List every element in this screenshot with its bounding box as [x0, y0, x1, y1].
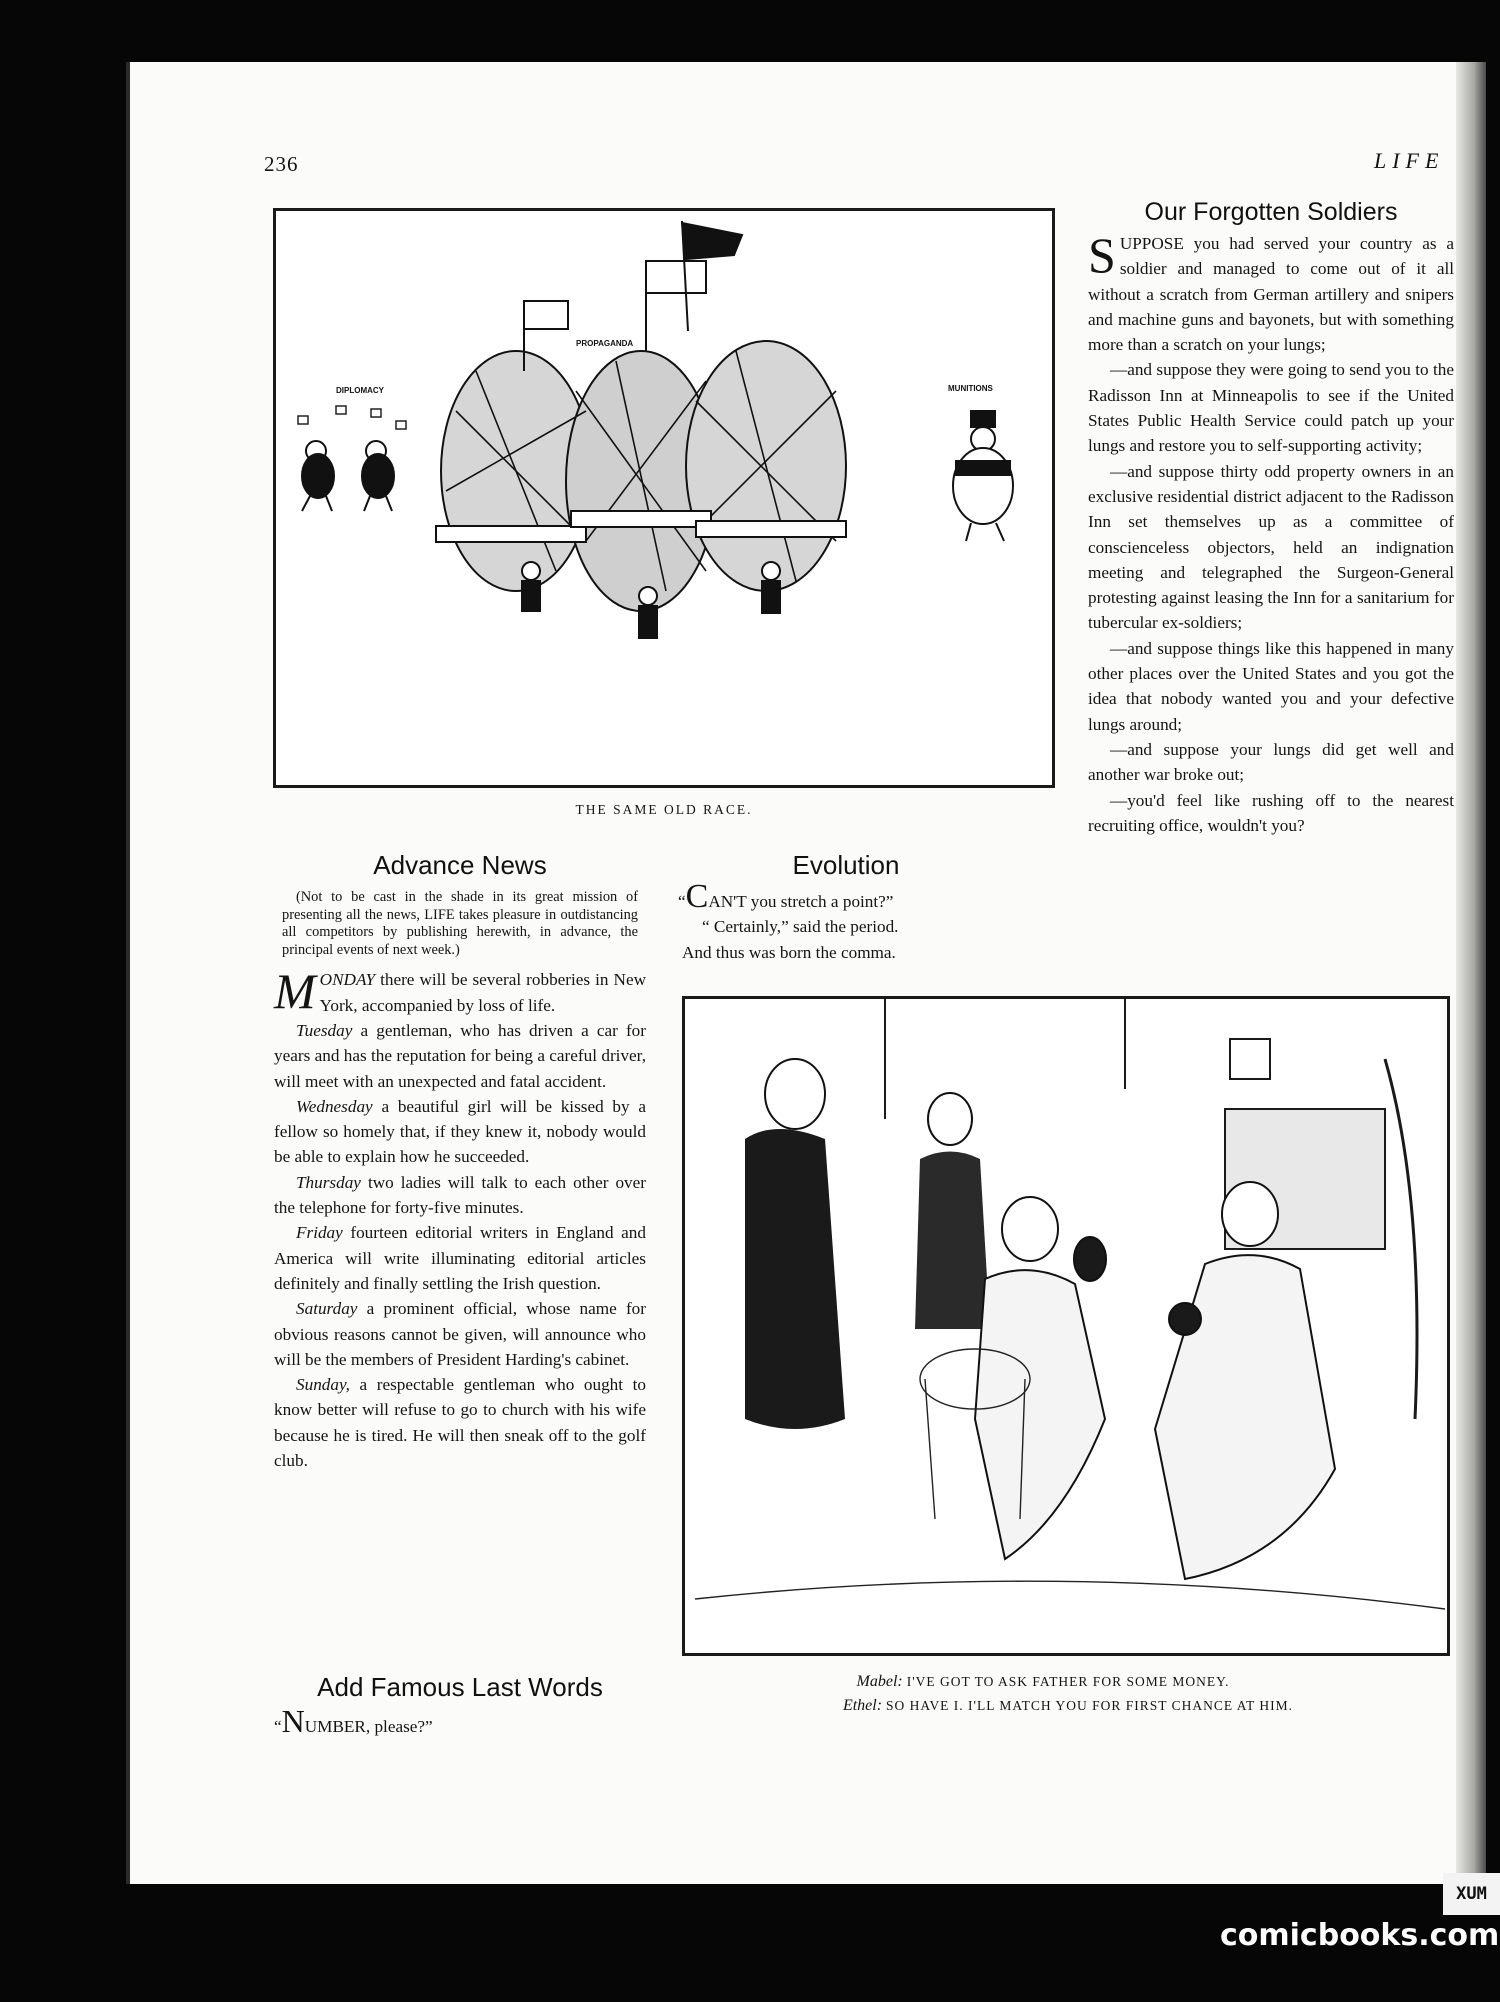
label-propaganda: PROPAGANDA [576, 339, 634, 348]
magazine-page [126, 62, 1482, 1884]
article-body [274, 963, 646, 1473]
article-title: Advance News [373, 850, 547, 880]
day-label: Sunday, [296, 1375, 350, 1395]
paragraph: Sunday, a respectable gentleman who ought to know better will refuse to go to church with his wife because he is tired. He will then sneak off to the golf club. [274, 1375, 646, 1471]
editor-note: (Not to be cast in the shade in its great mission of presenting all the news, LIFE takes pleasure in outdistancing all competitors by publishing herewith, in advance, the principal events of next week.) [282, 889, 638, 958]
paragraph: —and suppose your lungs did get well and another war broke out; [1088, 739, 1454, 785]
article-forgotten-soldiers [1088, 198, 1454, 838]
article-famous-last-words [274, 1672, 646, 1739]
paragraph: “CAN'T you stretch a point?” [678, 878, 894, 915]
day-label: Wednesday [296, 1096, 373, 1116]
article-body [678, 878, 1014, 965]
paragraph: —and suppose they were going to send you to the Radisson Inn at Minneapolis to see if the United States Public Health Service could patch up your lungs and restore you to self-supporting activity; [1088, 360, 1454, 456]
cartoon-mabel-ethel [682, 996, 1450, 1656]
paragraph: SUPPOSE you had served your country as a soldier and managed to come out of it all without a scratch from German artillery and snipers and machine guns and bayonets, but with something more than a scratch on your lungs; [1088, 227, 1454, 355]
article-body [274, 1703, 646, 1739]
cartoon-caption-bottom [682, 1670, 1444, 1718]
paragraph: And thus was born the comma. [682, 942, 896, 962]
speaker-name: Mabel: [856, 1673, 903, 1690]
watermark-tag: XUM [1443, 1873, 1500, 1915]
paragraph: Tuesday a gentleman, who has driven a car for years and has the reputation for being a careful driver, will meet with an unexpected and fatal accident. [274, 1020, 646, 1091]
speaker-name: Ethel: [842, 1697, 883, 1714]
paragraph: Saturday a prominent official, whose name for obvious reasons cannot be given, will announce who will be the members of President Harding's cabinet. [274, 1299, 646, 1369]
drop-cap: N [281, 1703, 305, 1739]
label-munitions: MUNITIONS [948, 384, 993, 393]
caption-line: Mabel: I'VE GOT TO ASK FATHER FOR SOME MONEY. [856, 1673, 1230, 1690]
paragraph: Friday fourteen editorial writers in England and America will write illuminating editorial articles definitely and finally settling the Irish question. [274, 1223, 646, 1293]
cartoon-illustration [276, 211, 1052, 785]
article-body [1088, 227, 1454, 838]
page-binding-shadow [1456, 62, 1486, 1884]
paragraph: MONDAY there will be several robberies in New York, accompanied by loss of life. [274, 963, 646, 1020]
cartoon-caption-top: THE SAME OLD RACE. [575, 802, 753, 817]
paragraph: Wednesday a beautiful girl will be kissed by a fellow so homely that, if they knew it, nobody would be able to explain how he succeeded. [274, 1096, 646, 1167]
paragraph: —you'd feel like rushing off to the nearest recruiting office, wouldn't you? [1088, 790, 1454, 835]
article-advance-news [274, 850, 646, 1473]
drop-cap: S [1088, 227, 1116, 283]
article-title: Our Forgotten Soldiers [1144, 198, 1398, 226]
cartoon-same-old-race [273, 208, 1055, 788]
paragraph: —and suppose thirty odd property owners in an exclusive residential district adjacent to the Radisson Inn set themselves up as a committee of conscienceless objectors, held an indignation meeting and telegraphed the Surgeon-General protesting against leasing the Inn for a sanitarium for tubercular ex-soldiers; [1088, 461, 1454, 633]
caption-line: Ethel: SO HAVE I. I'LL MATCH YOU FOR FIRST CHANCE AT HIM. [842, 1697, 1294, 1714]
day-label: Tuesday [296, 1020, 353, 1040]
paragraph: Thursday two ladies will talk to each other over the telephone for forty-five minutes. [274, 1172, 646, 1218]
day-label: Saturday [296, 1299, 358, 1319]
drop-cap: C [685, 878, 709, 915]
day-label: ONDAY [319, 970, 376, 990]
drop-cap: M [274, 963, 316, 1020]
running-head: LIFE [1374, 148, 1445, 173]
article-title: Evolution [792, 850, 900, 880]
watermark-site: comicbooks.com [1220, 1918, 1500, 1953]
cartoon-illustration [685, 999, 1447, 1653]
paragraph: —and suppose things like this happened in many other places over the United States and you got the idea that nobody wanted you and your defective lungs around; [1088, 638, 1454, 734]
day-label: Thursday [296, 1172, 361, 1192]
page-number: 236 [264, 152, 299, 176]
label-diplomacy: DIPLOMACY [336, 386, 384, 395]
article-title: Add Famous Last Words [317, 1672, 603, 1702]
article-evolution [678, 850, 1014, 965]
day-label: Friday [296, 1223, 343, 1243]
paragraph: “NUMBER, please?” [274, 1703, 433, 1739]
weapons-pile [436, 341, 846, 611]
paragraph: “ Certainly,” said the period. [702, 917, 899, 937]
